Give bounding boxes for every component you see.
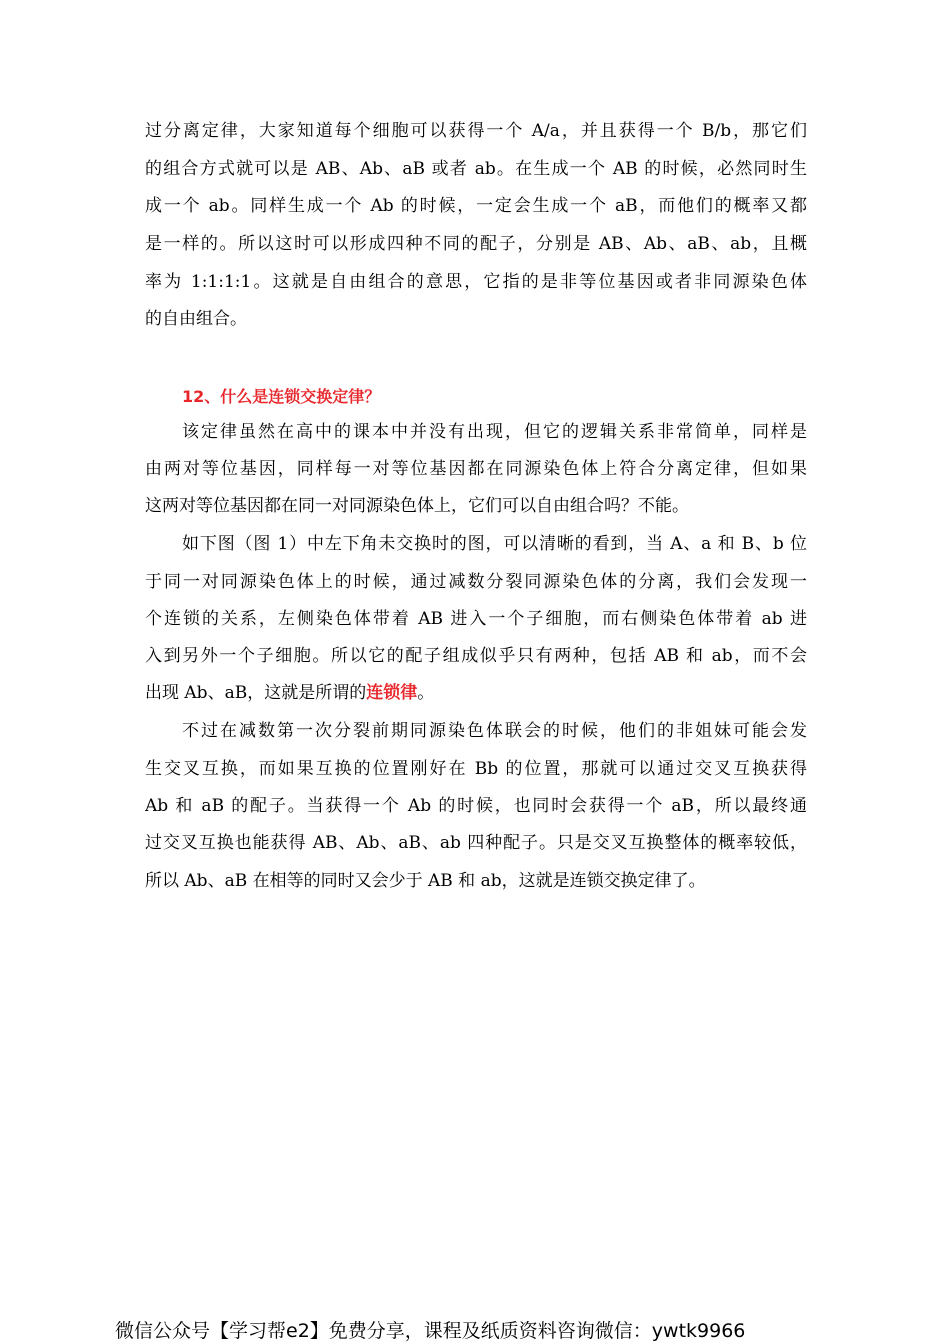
paragraph-3-last-text: 出现 Ab、aB，这就是所谓的	[145, 683, 367, 703]
paragraph-1-line-2: 的组合方式就可以是 AB、Ab、aB 或者 ab。在生成一个 AB 的时候，必然同时生	[145, 159, 807, 179]
paragraph-3-line-3: 个连锁的关系，左侧染色体带着 AB 进入一个子细胞，而右侧染色体带着 ab 进	[145, 609, 807, 629]
paragraph-2-line-3: 这两对等位基因都在同一对同源染色体上，它们可以自由组合吗？不能。	[145, 496, 689, 516]
section-heading: 12、什么是连锁交换定律？	[182, 387, 381, 406]
paragraph-3-line-1: 如下图（图 1）中左下角未交换时的图，可以清晰的看到，当 A、a 和 B、b 位	[182, 534, 807, 554]
footer-notice: 微信公众号【学习帮e2】免费分享，课程及纸质资料咨询微信：ywtk9966	[115, 1320, 746, 1342]
paragraph-2-line-2: 由两对等位基因，同样每一对等位基因都在同源染色体上符合分离定律，但如果	[145, 459, 807, 479]
paragraph-3-line-4: 入到另外一个子细胞。所以它的配子组成似乎只有两种，包括 AB 和 ab，而不会	[145, 646, 807, 666]
paragraph-4-line-2: 生交叉互换，而如果互换的位置刚好在 Bb 的位置，那就可以通过交叉互换获得	[145, 759, 807, 779]
paragraph-4-line-3: Ab 和 aB 的配子。当获得一个 Ab 的时候，也同时会获得一个 aB，所以最终通	[145, 796, 807, 816]
paragraph-3-line-5	[145, 683, 807, 703]
paragraph-1-line-4: 是一样的。所以这时可以形成四种不同的配子，分别是 AB、Ab、aB、ab，且概	[145, 234, 807, 254]
linkage-law-highlight: 连锁律	[366, 683, 418, 703]
paragraph-2-line-1: 该定律虽然在高中的课本中并没有出现，但它的逻辑关系非常简单，同样是	[182, 422, 807, 442]
paragraph-4-line-1: 不过在减数第一次分裂前期同源染色体联会的时候，他们的非姐妹可能会发	[182, 721, 807, 741]
paragraph-1-line-1: 过分离定律，大家知道每个细胞可以获得一个 A/a，并且获得一个 B/b，那它们	[145, 121, 807, 141]
paragraph-1-line-3: 成一个 ab。同样生成一个 Ab 的时候，一定会生成一个 aB，而他们的概率又都	[145, 196, 807, 216]
paragraph-3-line-2: 于同一对同源染色体上的时候，通过减数分裂同源染色体的分离，我们会发现一	[145, 572, 807, 592]
paragraph-3-last-punct: 。	[417, 683, 435, 703]
paragraph-1-line-5: 率为 1:1:1:1。这就是自由组合的意思，它指的是非等位基因或者非同源染色体	[145, 272, 807, 292]
paragraph-4-line-5: 所以 Ab、aB 在相等的同时又会少于 AB 和 ab，这就是连锁交换定律了。	[145, 871, 706, 891]
paragraph-4-line-4: 过交叉互换也能获得 AB、Ab、aB、ab 四种配子。只是交叉互换整体的概率较低，	[145, 833, 807, 853]
paragraph-1-line-6: 的自由组合。	[145, 309, 247, 329]
